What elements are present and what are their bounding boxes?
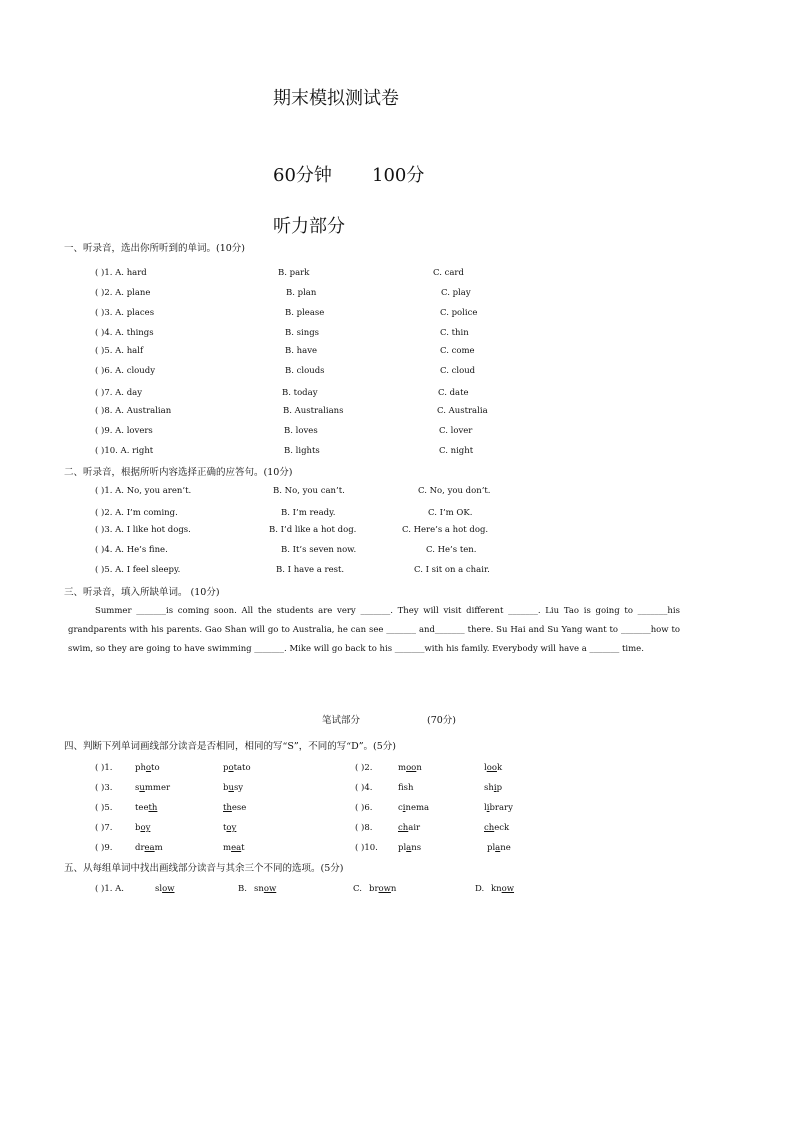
question-option-b: B. I’m ready.	[281, 508, 336, 518]
underlined-part: oy	[140, 823, 151, 833]
question-option-b: B. clouds	[285, 366, 325, 376]
question-row	[0, 388, 793, 402]
question-option-c: C. date	[438, 388, 469, 398]
question-option-b: B. please	[285, 308, 325, 318]
question-row	[0, 446, 793, 460]
question-option-b: B. sings	[285, 328, 320, 338]
word-part: m	[223, 843, 232, 853]
word-part: ne	[500, 843, 511, 853]
question-option-b: B. I’d like a hot dog.	[269, 525, 357, 535]
word-part: dr	[135, 843, 145, 853]
word-cell	[155, 884, 175, 894]
word-part: n	[390, 884, 397, 894]
question-option-c: C. I sit on a chair.	[414, 565, 490, 575]
word-part: l	[484, 763, 487, 773]
word-part: sy	[233, 783, 244, 793]
question-option-c: C. He’s ten.	[426, 545, 477, 555]
underlined-part: th	[223, 803, 232, 813]
question-number: ( )5.	[95, 803, 113, 813]
question-option-c: C. card	[433, 268, 464, 278]
question-option-c: C. night	[439, 446, 474, 456]
question-number: ( )1. A.	[95, 884, 124, 894]
option-c-label: C.	[353, 884, 362, 894]
question-row	[0, 406, 793, 420]
word-cell	[484, 763, 502, 773]
word-2	[223, 803, 246, 813]
question-number: ( )8.	[355, 823, 373, 833]
underlined-part: u	[139, 783, 145, 793]
word-2	[223, 843, 245, 853]
word-cell	[491, 884, 514, 894]
underlined-part: oo	[406, 763, 417, 773]
underlined-part: ow	[162, 884, 175, 894]
question-option-a: ( )8. A. Australian	[95, 406, 172, 416]
question-option-c: C. Here’s a hot dog.	[402, 525, 489, 535]
underlined-part: ow	[501, 884, 515, 894]
word-1	[135, 783, 170, 793]
word-4	[484, 823, 509, 833]
word-part: ns	[411, 843, 422, 853]
question-row	[0, 565, 793, 579]
word-part: nema	[405, 803, 430, 813]
question-row	[0, 884, 793, 898]
question-row	[0, 823, 793, 837]
word-cell	[223, 783, 243, 793]
word-3	[398, 803, 429, 813]
question-row	[0, 426, 793, 440]
question-number: ( )7.	[95, 823, 113, 833]
question-option-a: ( )6. A. cloudy	[95, 366, 156, 376]
question-option-a: ( )3. A. places	[95, 308, 155, 318]
underlined-part: ow	[378, 884, 391, 894]
question-row	[0, 346, 793, 360]
word-part: brary	[489, 803, 513, 813]
word-cell	[223, 823, 236, 833]
underlined-part: o	[145, 763, 152, 773]
question-row	[0, 843, 793, 857]
word-part: s	[135, 783, 140, 793]
section1-heading: 一、听录音，选出你所听到的单词。(10分)	[64, 243, 246, 254]
word-3	[398, 823, 420, 833]
option-c-word	[369, 884, 396, 894]
word-part: mmer	[144, 783, 171, 793]
word-part: pl	[398, 843, 407, 853]
question-row	[0, 763, 793, 777]
word-2	[223, 763, 251, 773]
word-part: m	[398, 763, 407, 773]
word-cell	[398, 783, 414, 793]
question-option-c: C. come	[440, 346, 475, 356]
underlined-part: i	[402, 803, 406, 813]
section3-heading: 三、听录音，填入所缺单词。 (10分)	[64, 587, 220, 598]
question-option-c: C. police	[440, 308, 478, 318]
word-part: p	[496, 783, 503, 793]
question-option-b: B. park	[278, 268, 310, 278]
word-cell	[484, 823, 509, 833]
question-option-b: B. It’s seven now.	[281, 545, 357, 555]
underlined-part: th	[148, 803, 158, 813]
question-number: ( )9.	[95, 843, 113, 853]
word-cell	[135, 763, 160, 773]
word-3	[398, 763, 422, 773]
question-option-a: ( )3. A. I like hot dogs.	[95, 525, 191, 535]
word-part: tato	[233, 763, 251, 773]
written-part-title: 笔试部分	[322, 715, 361, 726]
question-option-c: C. lover	[439, 426, 473, 436]
word-cell	[135, 783, 170, 793]
question-row	[0, 486, 793, 500]
word-cell	[135, 843, 163, 853]
question-option-b: B. lights	[284, 446, 320, 456]
exam-title: 期末模拟测试卷	[273, 88, 399, 109]
word-2	[223, 823, 236, 833]
exam-score: 100分	[372, 165, 425, 186]
question-option-b: B. today	[282, 388, 318, 398]
question-number: ( )2.	[355, 763, 373, 773]
question-option-c: C. I’m OK.	[428, 508, 473, 518]
word-part: f	[398, 783, 404, 793]
question-number: ( )4.	[355, 783, 373, 793]
question-number: ( )1.	[95, 763, 113, 773]
word-part: b	[135, 823, 141, 833]
word-part: t	[241, 843, 245, 853]
word-part: sh	[484, 783, 494, 793]
option-d-label: D.	[475, 884, 485, 894]
option-b-label: B.	[238, 884, 247, 894]
word-cell	[223, 843, 245, 853]
word-4	[484, 803, 513, 813]
underlined-part: u	[228, 783, 234, 793]
word-part: c	[398, 803, 403, 813]
question-row	[0, 803, 793, 817]
word-3	[398, 843, 421, 853]
word-cell	[223, 803, 246, 813]
word-cell	[223, 763, 251, 773]
word-2	[223, 783, 243, 793]
passage-text: Summer _______is coming soon. All the students are very _______. They will visit different _______. Liu Tao is going to _______his grandparents with his parents. Gao Shan will go to Australia, he can see _______ and_______ there. Su Hai and Su Yang want to _______how to swim, so they are going to have swimming _______. Mike will go back to his _______with his family. Everybody will have a _______ time.	[68, 606, 680, 654]
question-row	[0, 525, 793, 539]
question-number: ( )6.	[355, 803, 373, 813]
underlined-part: o	[228, 763, 234, 773]
question-option-b: B. have	[285, 346, 318, 356]
word-4	[484, 783, 502, 793]
written-part-score: (70分)	[427, 715, 457, 726]
word-1	[135, 763, 160, 773]
question-row	[0, 366, 793, 380]
word-1	[135, 843, 163, 853]
section5-heading: 五、从每组单词中找出画线部分读音与其余三个不同的选项。(5分)	[64, 863, 344, 874]
underlined-part: ea	[231, 843, 242, 853]
word-part: n	[416, 763, 422, 773]
word-3	[398, 783, 414, 793]
question-option-c: C. Australia	[437, 406, 488, 416]
word-cell	[398, 823, 420, 833]
word-1	[135, 803, 157, 813]
question-option-c: C. thin	[440, 328, 469, 338]
question-option-a: ( )5. A. I feel sleepy.	[95, 565, 181, 575]
option-b-word	[254, 884, 276, 894]
question-option-a: ( )9. A. lovers	[95, 426, 153, 436]
option-a-word	[155, 884, 175, 894]
listening-part-title: 听力部分	[273, 216, 345, 237]
word-part: eck	[494, 823, 510, 833]
question-option-a: ( )4. A. things	[95, 328, 154, 338]
word-1	[135, 823, 150, 833]
word-part: tee	[135, 803, 149, 813]
question-option-b: B. loves	[284, 426, 318, 436]
underlined-part: i	[493, 783, 497, 793]
underlined-part: ch	[484, 823, 495, 833]
question-row	[0, 545, 793, 559]
word-part: b	[223, 783, 229, 793]
question-option-a: ( )2. A. plane	[95, 288, 151, 298]
underlined-part: ch	[398, 823, 409, 833]
exam-time: 60分钟	[273, 165, 332, 186]
word-4	[484, 763, 502, 773]
word-part: br	[369, 884, 379, 894]
word-part: t	[223, 823, 227, 833]
question-option-a: ( )10. A. right	[95, 446, 154, 456]
underlined-part: oy	[226, 823, 237, 833]
word-part: ese	[231, 803, 247, 813]
underlined-part: oo	[486, 763, 497, 773]
word-part: m	[154, 843, 163, 853]
question-option-b: B. I have a rest.	[276, 565, 345, 575]
section2-heading: 二、听录音，根据所听内容选择正确的应答句。(10分)	[64, 467, 293, 478]
question-option-a: ( )5. A. half	[95, 346, 144, 356]
option-d-word	[491, 884, 514, 894]
underlined-part: i	[486, 803, 490, 813]
question-row	[0, 328, 793, 342]
word-4	[487, 843, 511, 853]
question-option-a: ( )1. A. hard	[95, 268, 147, 278]
question-option-a: ( )7. A. day	[95, 388, 142, 398]
word-cell	[369, 884, 396, 894]
word-cell	[398, 843, 421, 853]
underlined-part: a	[495, 843, 501, 853]
word-part: sh	[403, 783, 414, 793]
question-number: ( )3.	[95, 783, 113, 793]
word-cell	[487, 843, 511, 853]
word-cell	[135, 823, 150, 833]
underlined-part: ow	[263, 884, 277, 894]
word-part: k	[496, 763, 503, 773]
underlined-part: a	[406, 843, 412, 853]
word-cell	[398, 803, 429, 813]
question-row	[0, 508, 793, 522]
question-number: ( )10.	[355, 843, 378, 853]
word-part: pl	[487, 843, 496, 853]
word-part: ph	[135, 763, 146, 773]
word-cell	[484, 803, 513, 813]
question-option-b: B. No, you can’t.	[273, 486, 345, 496]
question-row	[0, 268, 793, 282]
question-option-a: ( )2. A. I’m coming.	[95, 508, 178, 518]
question-option-c: C. play	[441, 288, 471, 298]
word-part: p	[223, 763, 229, 773]
word-part: air	[408, 823, 421, 833]
question-option-a: ( )1. A. No, you aren’t.	[95, 486, 192, 496]
word-part: sn	[254, 884, 264, 894]
question-option-c: C. cloud	[440, 366, 476, 376]
question-row	[0, 288, 793, 302]
word-cell	[254, 884, 276, 894]
word-part: kn	[491, 884, 502, 894]
underlined-part: ea	[144, 843, 155, 853]
question-option-b: B. plan	[286, 288, 317, 298]
question-row	[0, 783, 793, 797]
section3-passage	[68, 602, 680, 659]
question-option-b: B. Australians	[283, 406, 344, 416]
word-part: l	[484, 803, 487, 813]
question-row	[0, 308, 793, 322]
section4-heading: 四、判断下列单词画线部分读音是否相同，相同的写“S”，不同的写“D”。(5分)	[64, 741, 397, 752]
word-cell	[135, 803, 157, 813]
question-option-a: ( )4. A. He’s fine.	[95, 545, 168, 555]
word-part: sl	[155, 884, 163, 894]
word-cell	[398, 763, 422, 773]
word-cell	[484, 783, 502, 793]
word-part: to	[151, 763, 160, 773]
question-option-c: C. No, you don’t.	[418, 486, 491, 496]
